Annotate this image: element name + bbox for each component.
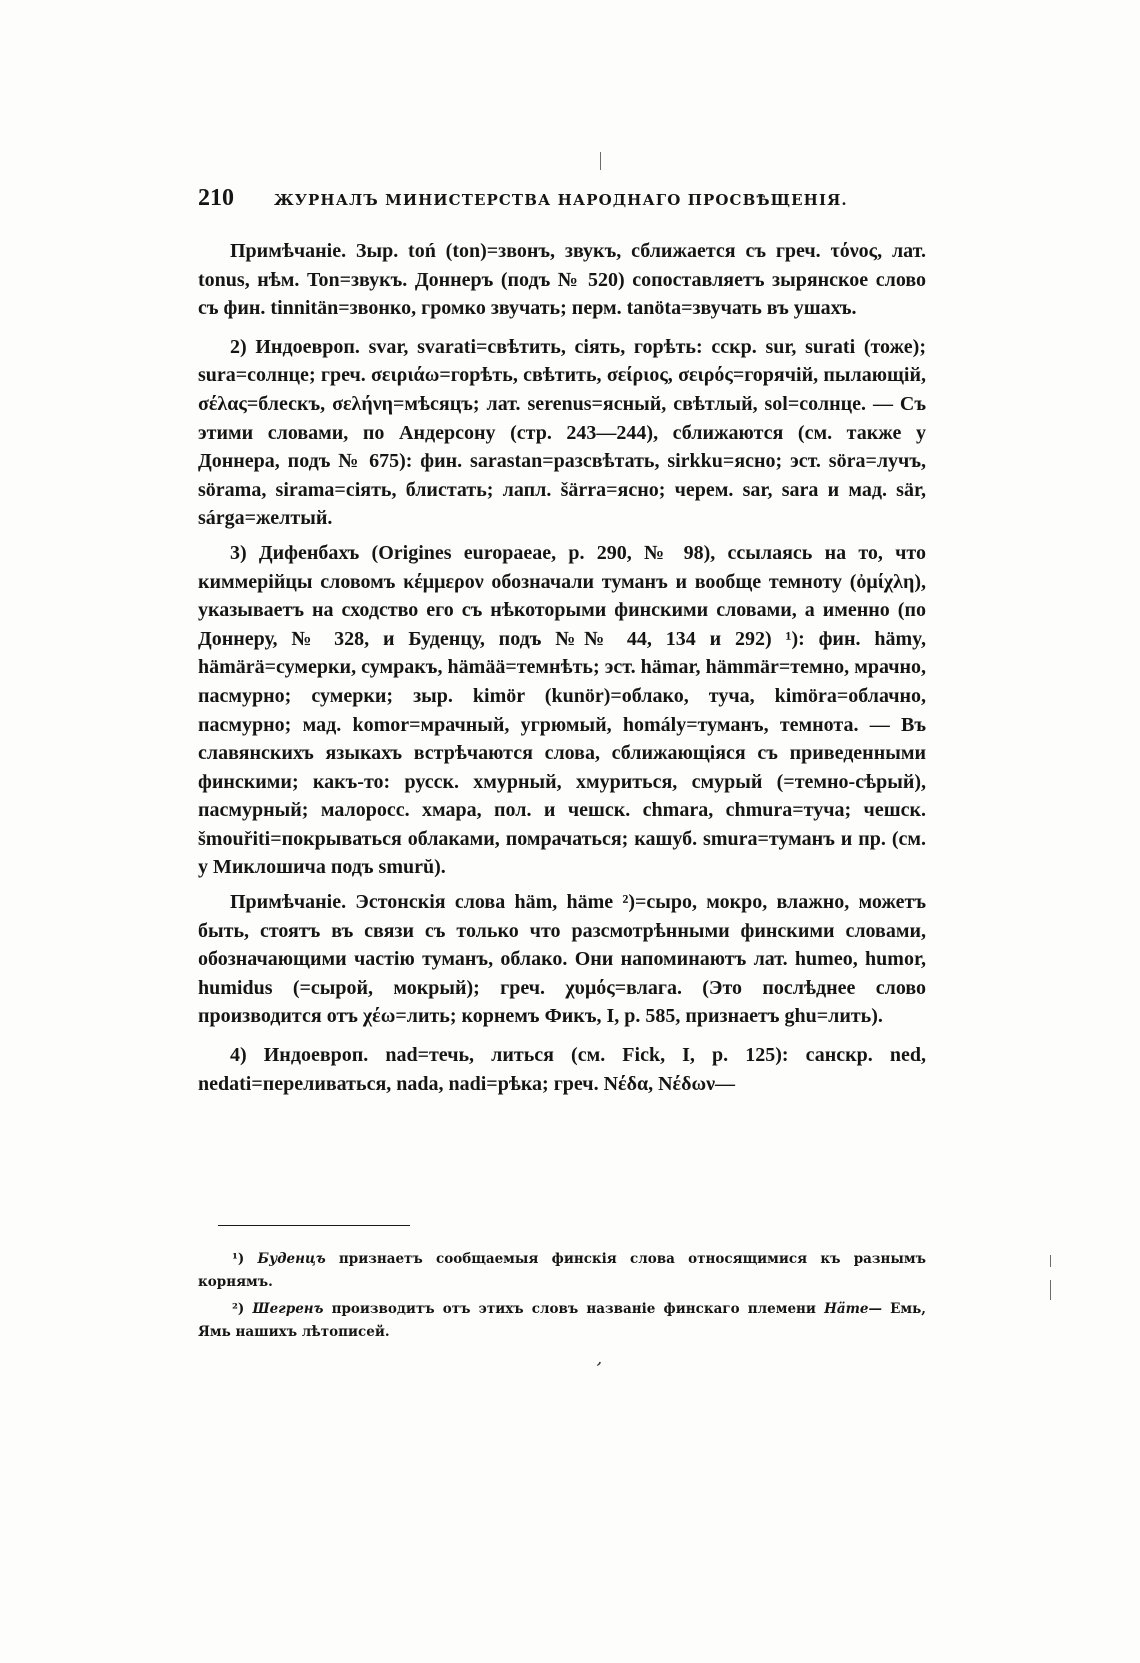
footnote-italic-term: Häme [824, 1301, 869, 1317]
scan-mark [1050, 1255, 1051, 1267]
scan-speck: , [595, 1347, 607, 1370]
footnote-1 [198, 1248, 926, 1293]
footnote-divider [218, 1225, 410, 1226]
journal-title: ЖУРНАЛЪ МИНИСТЕРСТВА НАРОДНАГО ПРОСВѢЩЕНІЯ. [274, 191, 848, 209]
footnote-text: производитъ отъ этихъ словъ названіе финскаго племени [331, 1301, 816, 1317]
footnote-marker: ¹) [232, 1251, 245, 1267]
paragraph-3-diefenbach: 3) Дифенбахъ (Origines europaeae, p. 290, № 98), ссылаясь на то, что киммерійцы словомъ κέμμερον обозначали туманъ и вообще темноту (ὀμίχλη), указываетъ на сходство его съ нѣкоторыми финскими словами, а именно (по Доннеру, № 328, и Буденцу, подъ №№ 44, 134 и 292) ¹): фин. hämy, hämärä=сумерки, сумракъ, hämää=темнѣть; эст. hämar, hämmär=темно, мрачно, пасмурно; сумерки; зыр. kimör (kunör)=облако, туча, kimöra=облачно, пасмурно; мад. komor=мрачный, угрюмый, homály=туманъ, темнота. — Въ славянскихъ языкахъ встрѣчаются слова, сближающіяся съ приведенными финскими; какъ-то: русск. хмурный, хмуриться, смурый (=темно-сѣрый), пасмурный; малоросс. хмара, пол. и чешск. chmara, chmura=туча; чешск. šmouřiti=покрываться облаками, помрачаться; кашуб. smura=туманъ и пр. (см. у Миклошича подъ smurŭ). [198, 541, 926, 879]
footnote-author: Буденцъ [257, 1251, 326, 1267]
scan-mark [600, 152, 601, 170]
paragraph-note-estonian: Примѣчаніе. Эстонскія слова häm, häme ²)=сыро, мокро, влажно, можетъ быть, стоятъ въ связи съ только что разсмотрѣнными финскими словами, обозначающими частію туманъ, облако. Они напоминаютъ лат. humeo, humor, humidus (=сырой, мокрый); греч. χυμός=влага. (Это послѣднее слово производится отъ χέω=лить; корнемъ Фикъ, I, p. 585, признаетъ ghu=лить). [198, 891, 926, 1028]
footnotes [198, 1248, 926, 1348]
paragraph-2-svar: 2) Индоевроп. svar, svarati=свѣтить, сіять, горѣть: сскр. sur, surati (тоже); sura=солнце; греч. σειριάω=горѣть, свѣтить, σείριος, σειρός=горячій, пылающій, σέλας=блескъ, σελήνη=мѣсяцъ; лат. serenus=ясный, свѣтлый, sol=солнце. — Съ этими словами, по Андерсону (стр. 243—244), сближаются (см. также у Доннера, подъ № 675): фин. sarastan=разсвѣтать, sirkku=ясно; эст. söra=лучъ, sörama, sirama=сіять, блистать; лапл. šärra=ясно; черем. sar, sara и мад. sär, sárga=желтый. [198, 335, 926, 530]
footnote-tail: — Емь, Ямь нашихъ лѣтописей. [198, 1301, 926, 1340]
main-text [198, 237, 926, 1104]
page-number: 210 [198, 185, 234, 211]
footnote-text: признаетъ сообщаемыя финскія слова относящимися къ разнымъ корнямъ. [198, 1251, 926, 1290]
scan-mark [1050, 1280, 1051, 1300]
footnote-author: Шегренъ [252, 1301, 324, 1317]
footnote-2 [198, 1298, 926, 1343]
running-header [198, 185, 938, 219]
paragraph-4-nad: 4) Индоевроп. nad=течь, литься (см. Fick, I, p. 125): санскр. ned, nedati=переливаться, nada, nadi=рѣка; греч. Νέδα, Νέδων— [198, 1044, 926, 1095]
paragraph-note-zyryan: Примѣчаніе. Зыр. toń (ton)=звонъ, звукъ, сближается съ греч. τόνος, лат. tonus, нѣм. Ton=звукъ. Доннеръ (подъ № 520) сопоставляетъ зырянское слово съ фин. tinnitän=звонко, громко звучать; перм. tanöta=звучать въ ушахъ. [198, 240, 926, 320]
footnote-marker: ²) [232, 1301, 245, 1317]
